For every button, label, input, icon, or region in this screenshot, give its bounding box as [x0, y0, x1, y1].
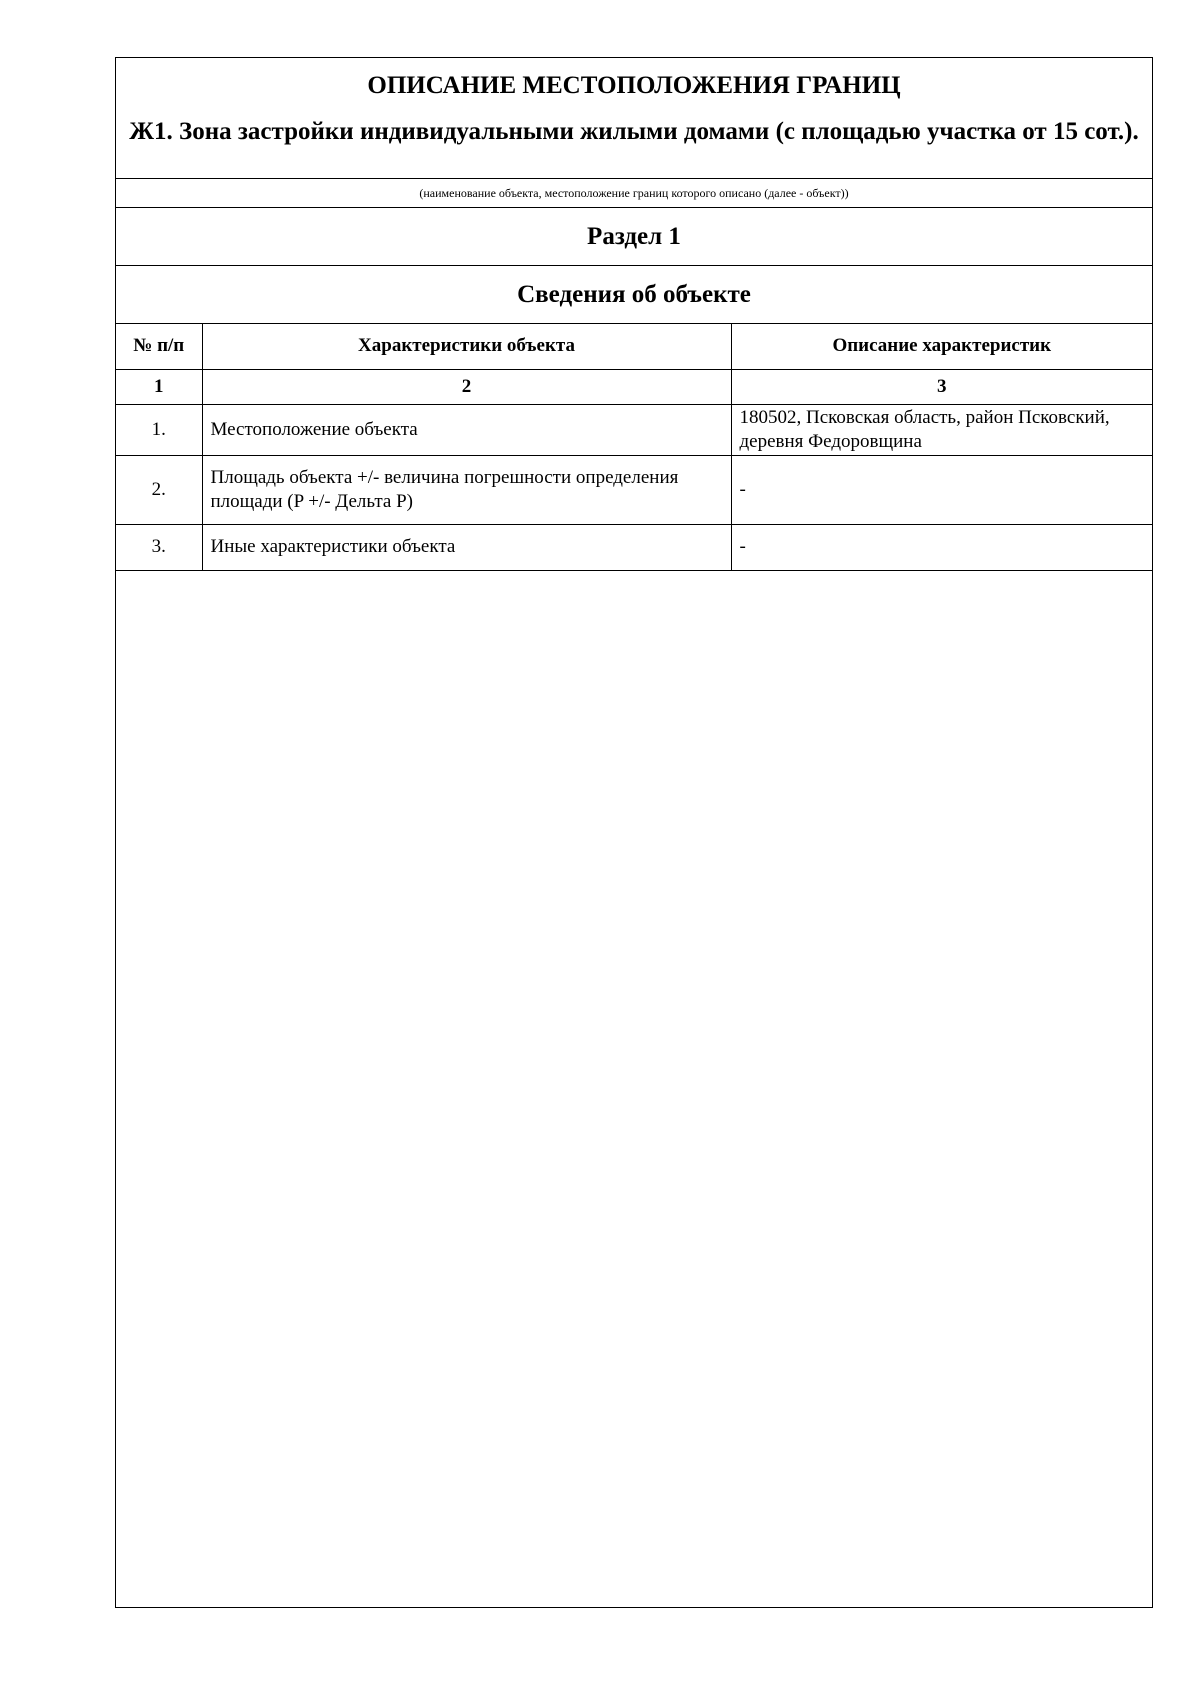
- object-caption: (наименование объекта, местоположение границ которого описано (далее - объект)): [419, 186, 849, 200]
- header-number: № п/п: [116, 324, 202, 369]
- column-number: 3: [731, 369, 1152, 404]
- header-characteristic: Характеристики объекта: [202, 324, 731, 369]
- row-characteristic: Иные характеристики объекта: [202, 524, 731, 570]
- document-title: ОПИСАНИЕ МЕСТОПОЛОЖЕНИЯ ГРАНИЦ: [367, 72, 901, 99]
- section-title: Сведения об объекте: [517, 281, 751, 308]
- row-characteristic: Площадь объекта +/- величина погрешности определения площади (P +/- Дельта P): [202, 455, 731, 524]
- section-heading: Раздел 1: [587, 223, 681, 250]
- row-characteristic: Местоположение объекта: [202, 404, 731, 455]
- object-name: Ж1. Зона застройки индивидуальными жилыми домами (с площадью участка от 15 сот.).: [129, 118, 1139, 145]
- caption-block: [116, 179, 1152, 208]
- document-frame: [115, 57, 1153, 1608]
- row-description: -: [731, 524, 1152, 570]
- row-number: 2.: [116, 455, 202, 524]
- row-number: 1.: [116, 404, 202, 455]
- table-row: [116, 455, 1152, 524]
- table-header-row: [116, 324, 1152, 369]
- row-description: 180502, Псковская область, район Псковский, деревня Федоровщина: [731, 404, 1152, 455]
- section-block: [116, 208, 1152, 266]
- header-description: Описание характеристик: [731, 324, 1152, 369]
- title-block: [116, 58, 1152, 179]
- column-numbers-row: [116, 369, 1152, 404]
- row-description: -: [731, 455, 1152, 524]
- section-title-block: [116, 266, 1152, 324]
- row-number: 3.: [116, 524, 202, 570]
- column-number: 2: [202, 369, 731, 404]
- column-number: 1: [116, 369, 202, 404]
- object-properties-table: [116, 324, 1152, 571]
- table-row: [116, 524, 1152, 570]
- table-row: [116, 404, 1152, 455]
